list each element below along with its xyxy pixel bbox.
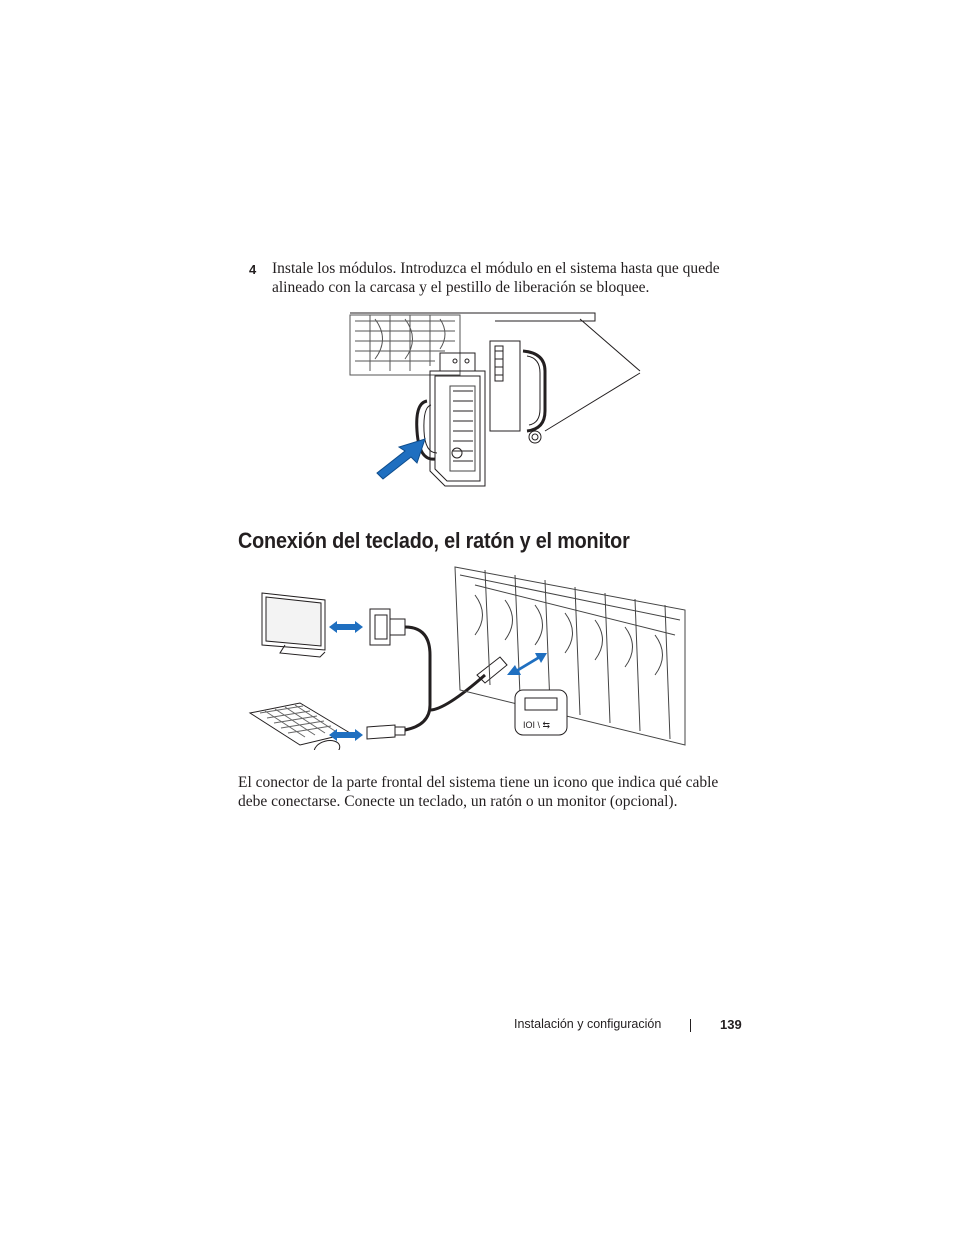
step-number: 4 (249, 262, 257, 277)
page-number: 139 (720, 1017, 742, 1032)
section-heading: Conexión del teclado, el ratón y el monitor (238, 528, 630, 553)
svg-text:IOI \ ⇆: IOI \ ⇆ (523, 720, 551, 730)
step-text: Instale los módulos. Introduzca el módulo en el sistema hasta que quede alineado con la carcasa y el pestillo de liberación se bloquee. (272, 260, 720, 296)
page-footer (514, 1017, 744, 1037)
footer-divider (690, 1019, 691, 1032)
module-insertion-figure (345, 311, 645, 491)
footer-section-title: Instalación y configuración (514, 1017, 662, 1031)
kvm-connection-figure (245, 565, 690, 750)
kvm-paragraph: El conector de la parte frontal del sistema tiene un icono que indica qué cable debe conectarse. Conecte un teclado, un ratón o un monitor (opcional). (238, 774, 719, 810)
